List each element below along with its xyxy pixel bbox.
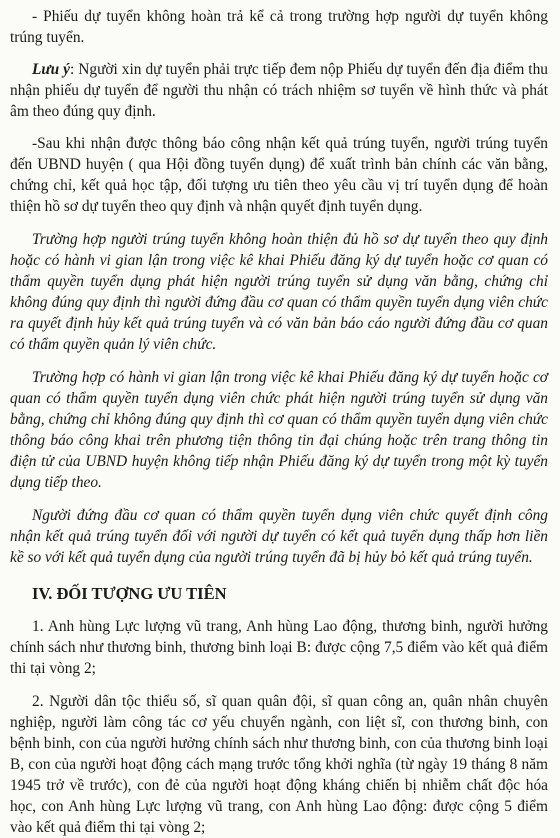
paragraph-note	[10, 59, 548, 122]
paragraph-after-result: -Sau khi nhận được thông báo công nhận kết quả trúng tuyển, người trúng tuyển đến UBND huyện ( qua Hội đồng tuyển dụng) để xuất trình bản chính các văn bằng, chứng chỉ, kết quả học tập, đối tượng ưu tiên theo yêu cầu vị trí tuyển dụng để hoàn thiện hồ sơ dự tuyển theo quy định và nhận quyết định tuyển dụng.	[10, 135, 548, 215]
priority-item-1: 1. Anh hùng Lực lượng vũ trang, Anh hùng Lao động, thương binh, người hưởng chính sách như thương binh, thương binh loại B: được cộng 7,5 điểm vào kết quả điểm thi tại vòng 2;	[10, 618, 548, 677]
priority-item-2: 2. Người dân tộc thiểu số, sĩ quan quân đội, sĩ quan công an, quân nhân chuyên nghiệp, người làm công tác cơ yếu chuyển ngành, con liệt sĩ, con thương binh, con bệnh binh, con của người hưởng chính sách như thương binh, con của thương binh loại B, con của người hoạt động cách mạng trước tổng khởi nghĩa (từ ngày 19 tháng 8 năm 1945 trở về trước), con đẻ của người hoạt động kháng chiến bị nhiễm chất độc hóa học, con Anh hùng Lực lượng vũ trang, con Anh hùng Lao động: được cộng 5 điểm vào kết quả điểm thi tại vòng 2;	[10, 693, 548, 836]
paragraph-fraud: Trường hợp có hành vi gian lận trong việc kê khai Phiếu đăng ký dự tuyển hoặc cơ quan có thẩm quyền tuyển dụng viên chức phát hiện người trúng tuyển sử dụng văn bằng, chứng chỉ không đúng quy định thì cơ quan có thẩm quyền tuyển dụng viên chức thông báo công khai trên phương tiện thông tin đại chúng hoặc trên trang thông tin điện tử của UBND huyện không tiếp nhận Phiếu đăng ký dự tuyển trong một kỳ tuyển dụng tiếp theo.	[10, 369, 548, 491]
note-label: Lưu ý	[32, 61, 70, 78]
section-heading-priority: IV. ĐỐI TƯỢNG ƯU TIÊN	[32, 584, 227, 603]
paragraph-incomplete-dossier: Trường hợp người trúng tuyển không hoàn thiện đủ hồ sơ dự tuyển theo quy định hoặc có hành vi gian lận trong việc kê khai Phiếu đăng ký dự tuyển hoặc cơ quan có thẩm quyền tuyển dụng phát hiện người trúng tuyển sử dụng văn bằng, chứng chỉ không đúng quy định thì người đứng đầu cơ quan có thẩm quyền tuyển dụng viên chức ra quyết định hủy kết quả trúng tuyển và có văn bản báo cáo người đứng đầu cơ quan có thẩm quyền quản lý viên chức.	[10, 231, 548, 353]
paragraph-application-not-returned: - Phiếu dự tuyển không hoàn trả kể cả trong trường hợp người dự tuyển không trúng tuyển.	[10, 8, 548, 46]
note-text: : Người xin dự tuyển phải trực tiếp đem nộp Phiếu dự tuyển đến địa điểm thu nhận phiếu dự tuyển để người thu nhận có trách nhiệm sơ tuyển về hình thức và phát âm theo đúng quy định.	[10, 61, 548, 120]
paragraph-next-candidate: Người đứng đầu cơ quan có thẩm quyền tuyển dụng viên chức quyết định công nhận kết quả trúng tuyển đối với người dự tuyển có kết quả tuyển dụng thấp hơn liền kề so với kết quả tuyển dụng của người trúng tuyển đã bị hủy bỏ kết quả trúng tuyển.	[10, 507, 548, 566]
